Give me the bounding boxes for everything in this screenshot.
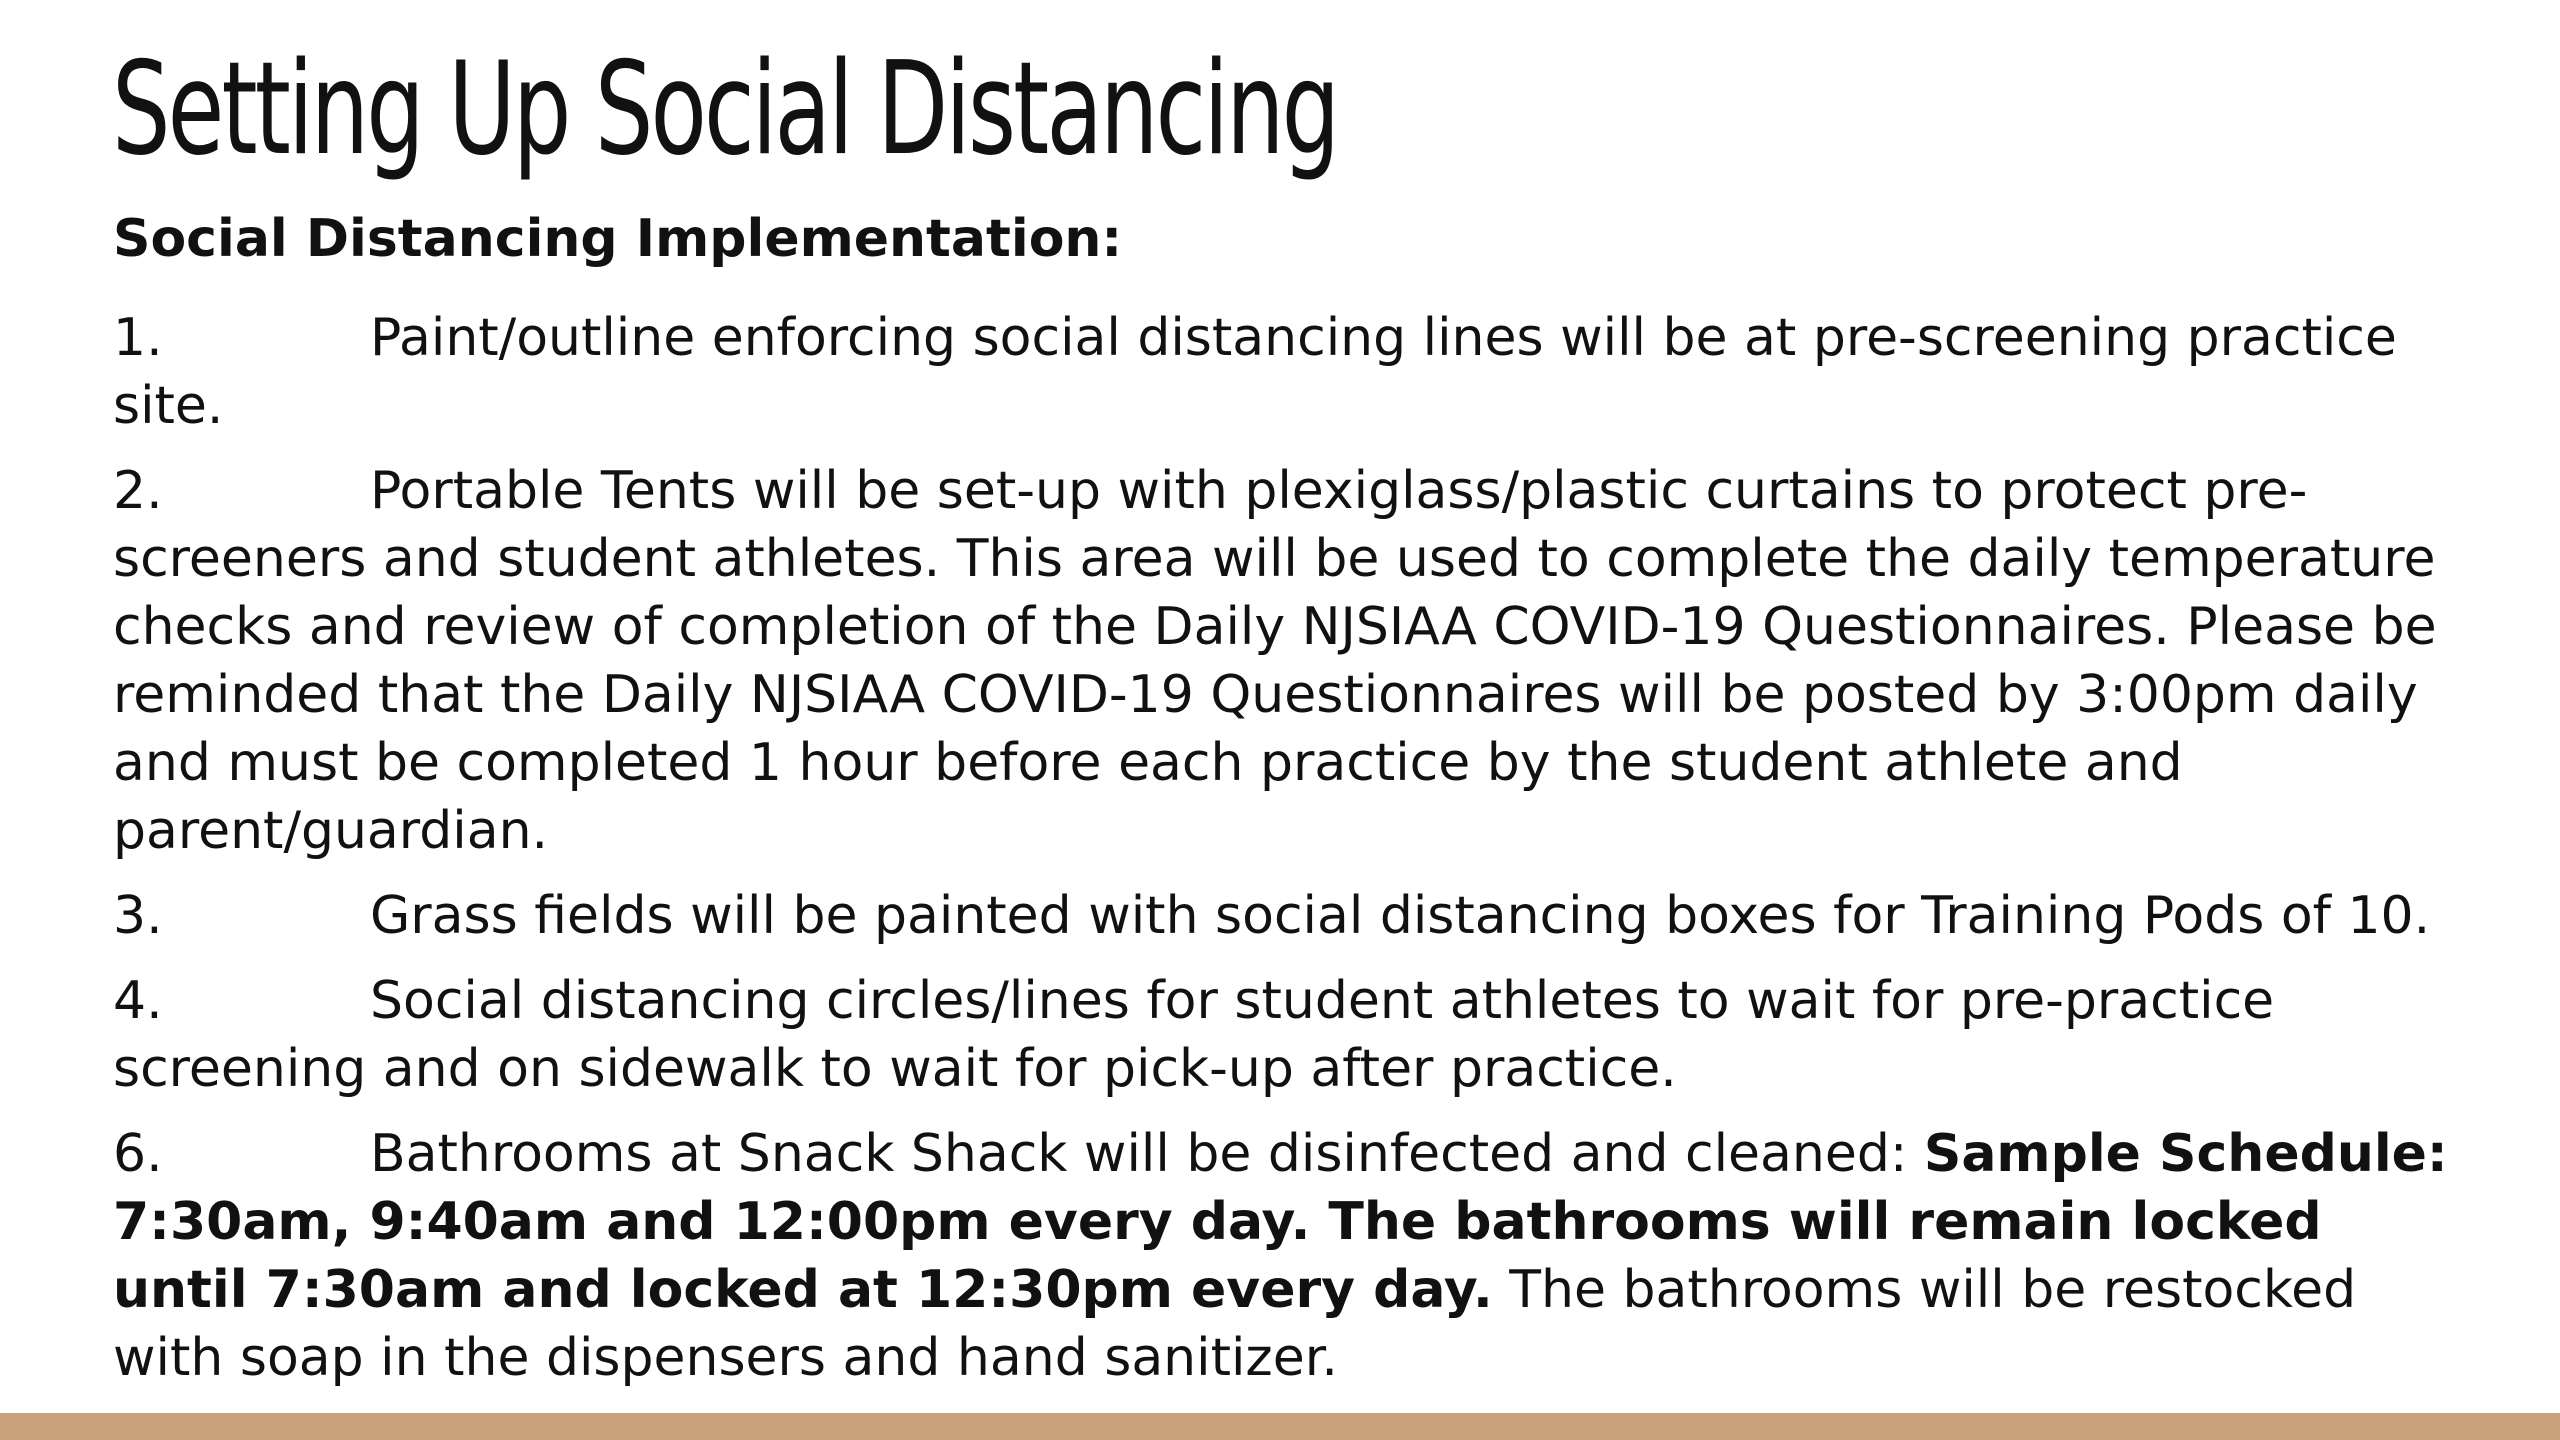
list-item-number: 6. — [113, 1124, 163, 1184]
list-item-trailing-text: The bathrooms will be restocked with soap in the dispensers and hand sanitizer. — [113, 1260, 2357, 1388]
list-item-text: Grass fields will be painted with social distancing boxes for Training Pods of 10. — [370, 886, 2431, 946]
list-item-number: 4. — [113, 971, 163, 1031]
section-subheading: Social Distancing Implementation: — [113, 209, 1123, 269]
slide-body — [113, 205, 2453, 1409]
list-item-bold-text: Sample Schedule: 7:30am, 9:40am and 12:00pm every day. The bathrooms will remain locked until 7:30am and locked at 12:30pm every day. — [113, 1124, 2448, 1320]
list-item — [113, 967, 2453, 1103]
list-item-number: 3. — [113, 886, 163, 946]
list-item — [113, 882, 2453, 950]
list-item-number: 2. — [113, 461, 163, 521]
list-item-text: Paint/outline enforcing social distancing lines will be at pre-screening practice site. — [113, 308, 2397, 436]
slide-title: Setting Up Social Distancing — [112, 35, 1338, 184]
list-item-text: Social distancing circles/lines for student athletes to wait for pre-practice screening and on sidewalk to wait for pick-up after practice. — [113, 971, 2275, 1099]
list-item — [113, 1120, 2453, 1392]
list-item — [113, 304, 2453, 440]
list-item — [113, 457, 2453, 865]
list-item-number: 1. — [113, 308, 163, 368]
footer-bar — [0, 1413, 2560, 1440]
list-item-text: Bathrooms at Snack Shack will be disinfected and cleaned: — [370, 1124, 1924, 1184]
list-item-text: Portable Tents will be set-up with plexiglass/plastic curtains to protect pre-screeners and student athletes. This area will be used to complete the daily temperature checks and review of completion of the Daily NJSIAA COVID-19 Questionnaires. Please be reminded that the Daily NJSIAA COVID-19 Questionnaires will be posted by 3:00pm daily and must be completed 1 hour before each practice by the student athlete and parent/guardian. — [113, 461, 2437, 861]
